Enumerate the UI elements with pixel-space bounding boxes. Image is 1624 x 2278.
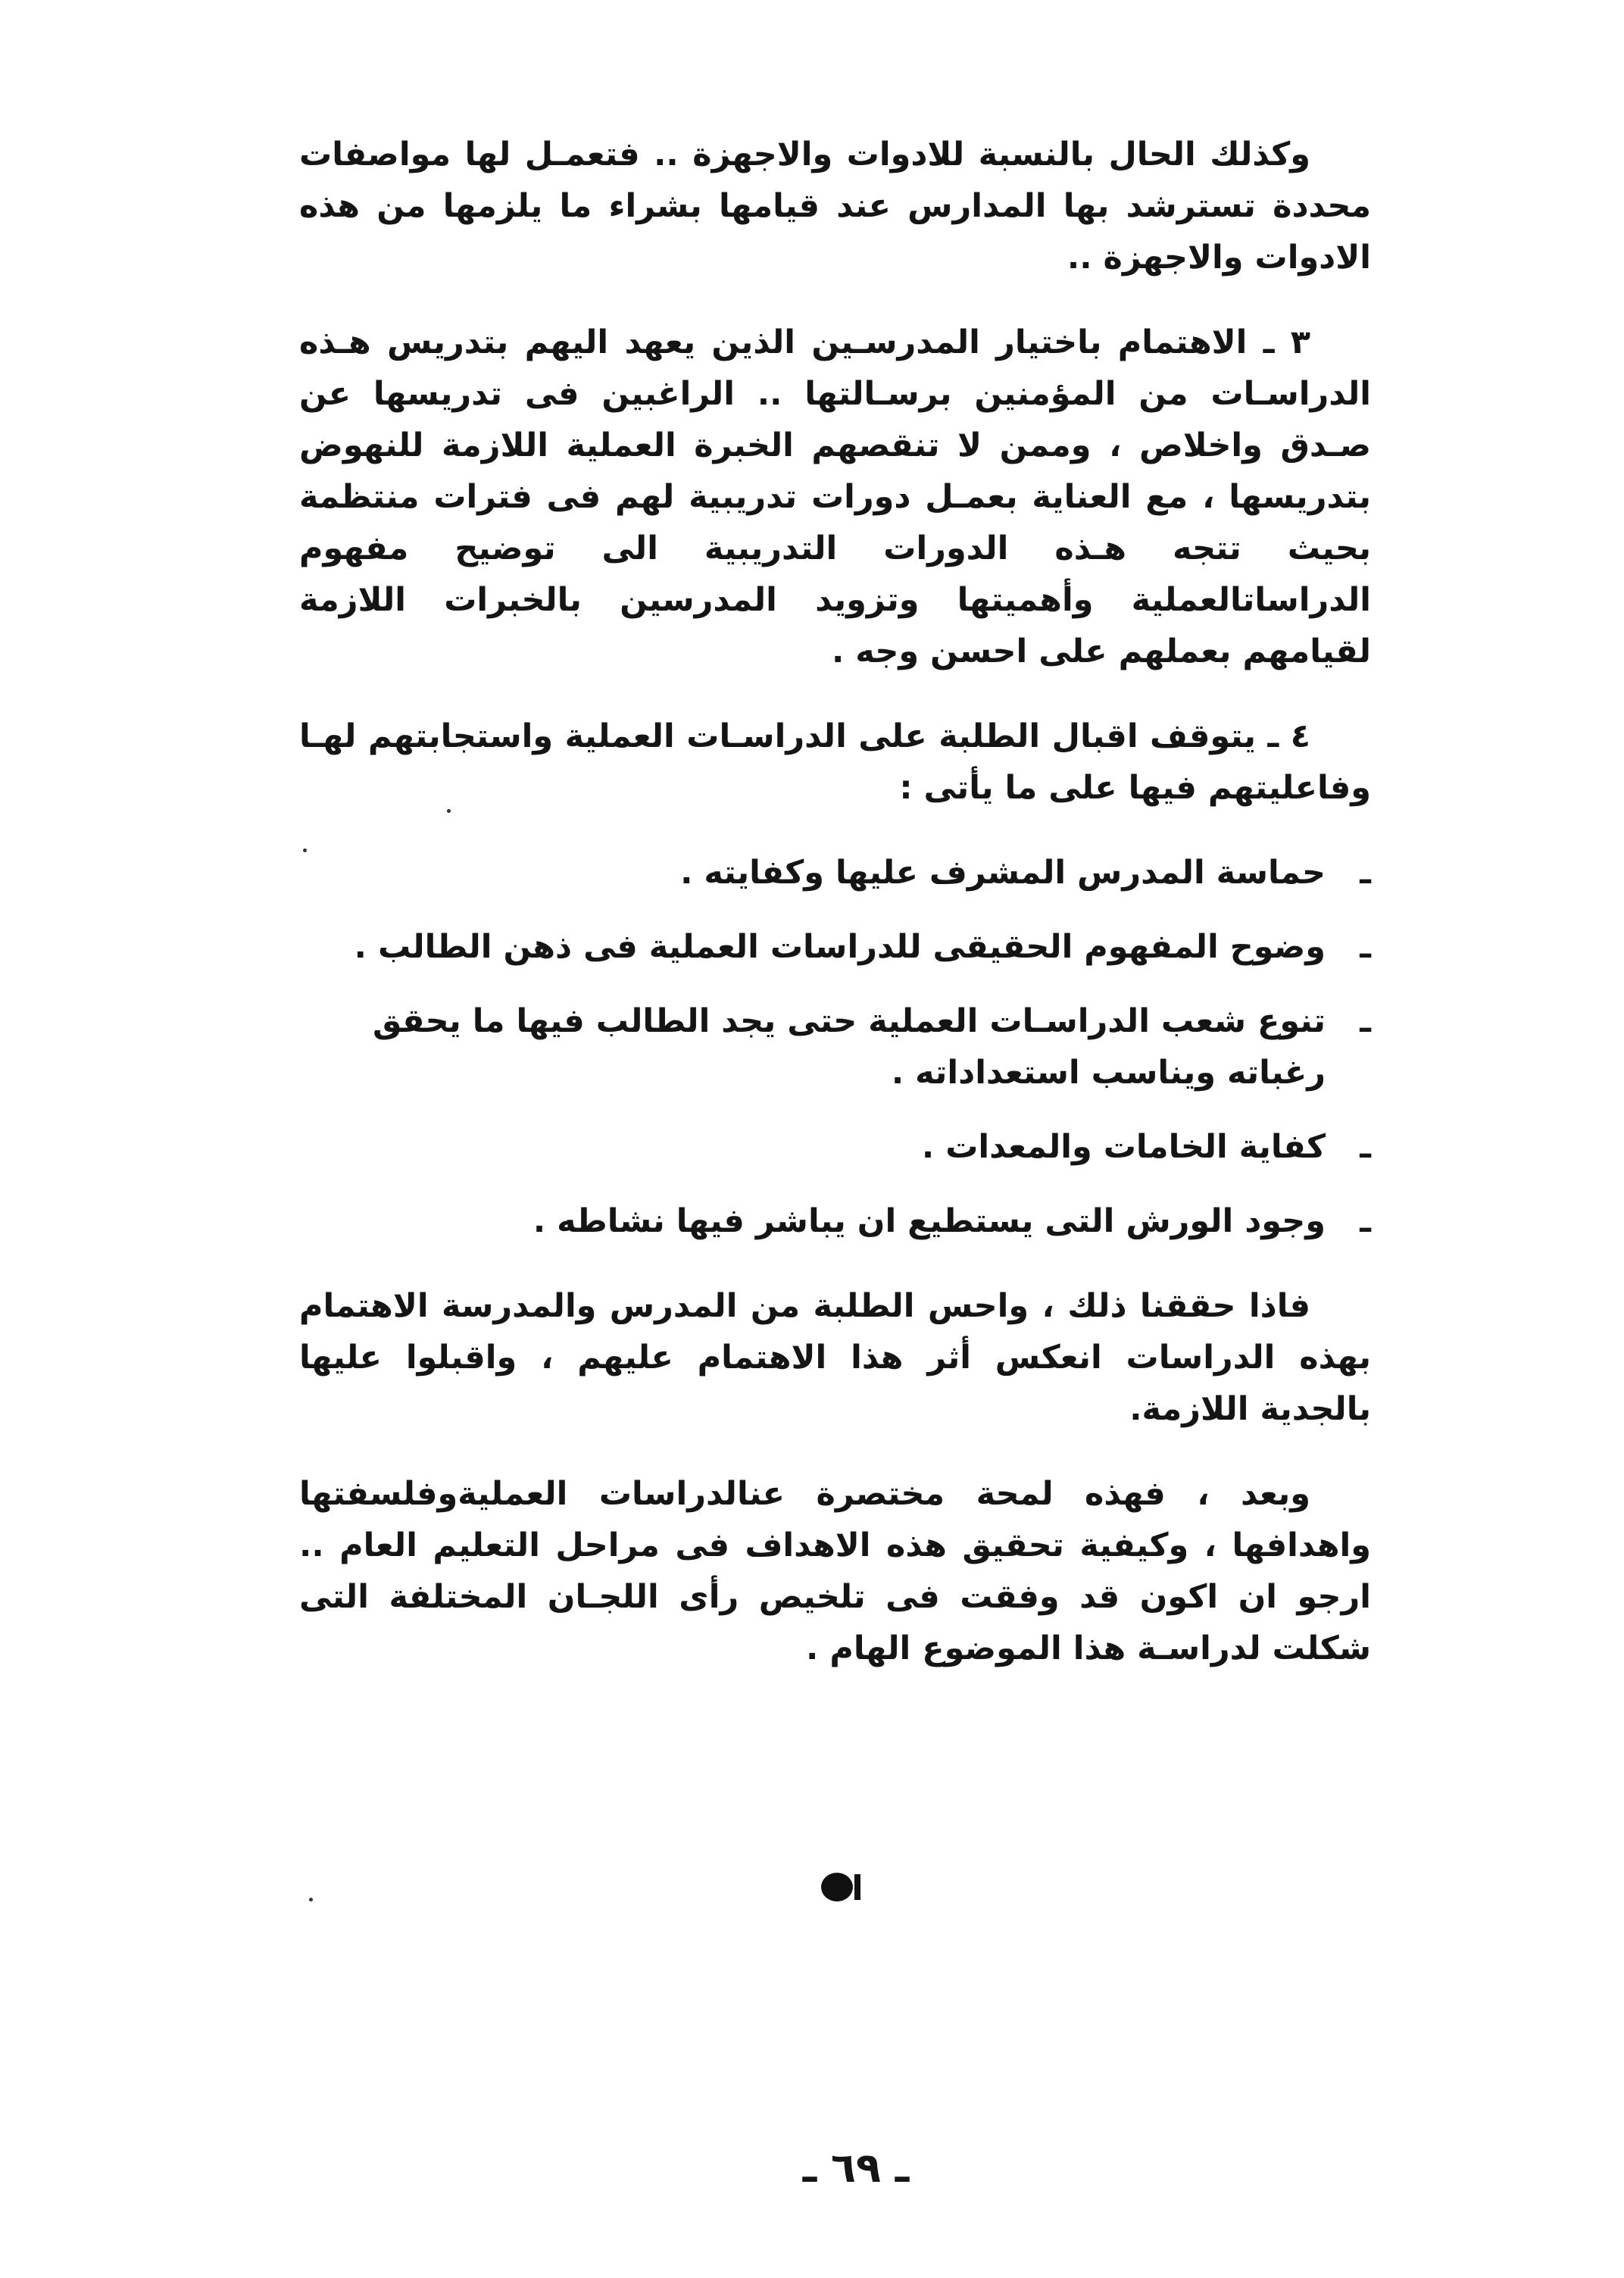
list-item-text: كفاية الخامات والمعدات . <box>921 1128 1326 1166</box>
list-item <box>299 995 1371 1098</box>
paragraph-point-4: ٤ ـ يتوقف اقبال الطلبة على الدراسـات العملية واستجابتهم لهـا وفاعليتهم فيها على ما يأتى : <box>299 717 1371 807</box>
paragraph-point-3: ٣ ـ الاهتمام باختيار المدرسـين الذين يعهد اليهم بتدريس هـذه الدراسـات من المؤمنين برسـالتها .. الراغبين فى تدريسها عن صـدق واخلاص ، وممن لا تنقصهم الخبرة العملية اللازمة للنهوض بتدريسها ، مع العناية بعمـل دورات تدريبية لهم فى فترات منتظمة بحيث تتجه هـذه الدورات التدريبية الى توضيح مفهوم الدراساتالعملية وأهميتها وتزويد المدرسين بالخبرات اللازمة لقيامهم بعملهم على احسن وجه . <box>299 323 1371 670</box>
bullet-dash: ـ <box>1360 854 1371 892</box>
list-item-text: حماسة المدرس المشرف عليها وكفايته . <box>680 854 1326 892</box>
bullet-dash: ـ <box>1360 1128 1371 1166</box>
paragraph-tools-equipment: وكذلك الحال بالنسبة للادوات والاجهزة .. فتعمـل لها مواصفات محددة تسترشد بها المدارس عند قيامها بشراء ما يلزمها من هذه الادوات والاجهزة .. <box>299 136 1371 277</box>
scan-speck <box>447 809 451 813</box>
conditions-list <box>299 847 1371 1247</box>
list-item <box>299 1195 1371 1247</box>
list-item <box>299 1121 1371 1173</box>
page-number: ـ ٦٩ ـ <box>802 2144 910 2192</box>
list-item <box>299 847 1371 898</box>
scan-speck <box>303 848 307 852</box>
bullet-dash: ـ <box>1360 928 1371 966</box>
paragraph-outcome: فاذا حققنا ذلك ، واحس الطلبة من المدرس والمدرسة الاهتمام بهذه الدراسات انعكس أثر هذا الاهتمام عليهم ، واقبلوا عليها بالجدية اللازمة. <box>299 1287 1371 1428</box>
bullet-dash: ـ <box>1360 1002 1371 1040</box>
list-item <box>299 921 1371 973</box>
list-item-text: تنوع شعب الدراسـات العملية حتى يجد الطالب فيها ما يحقق رغباته ويناسب استعداداته . <box>372 1002 1326 1092</box>
bullet-dash: ـ <box>1360 1202 1371 1240</box>
list-item-text: وضوح المفهوم الحقيقى للدراسات العملية فى ذهن الطالب . <box>354 928 1326 966</box>
scan-speck <box>309 1898 313 1901</box>
document-body <box>299 129 1371 1708</box>
ink-dot-mark <box>821 1873 853 1901</box>
list-item-text: وجود الورش التى يستطيع ان يباشر فيها نشاطه . <box>532 1202 1326 1240</box>
paragraph-conclusion: وبعد ، فهذه لمحة مختصرة عنالدراسات العمليةوفلسفتها واهدافها ، وكيفية تحقيق هذه الاهداف فى مراحل التعليم العام .. ارجو ان اكون قد وفقت فى تلخيص رأى اللجـان المختلفة التى شكلت لدراسـة هذا الموضوع الهام . <box>299 1475 1371 1667</box>
